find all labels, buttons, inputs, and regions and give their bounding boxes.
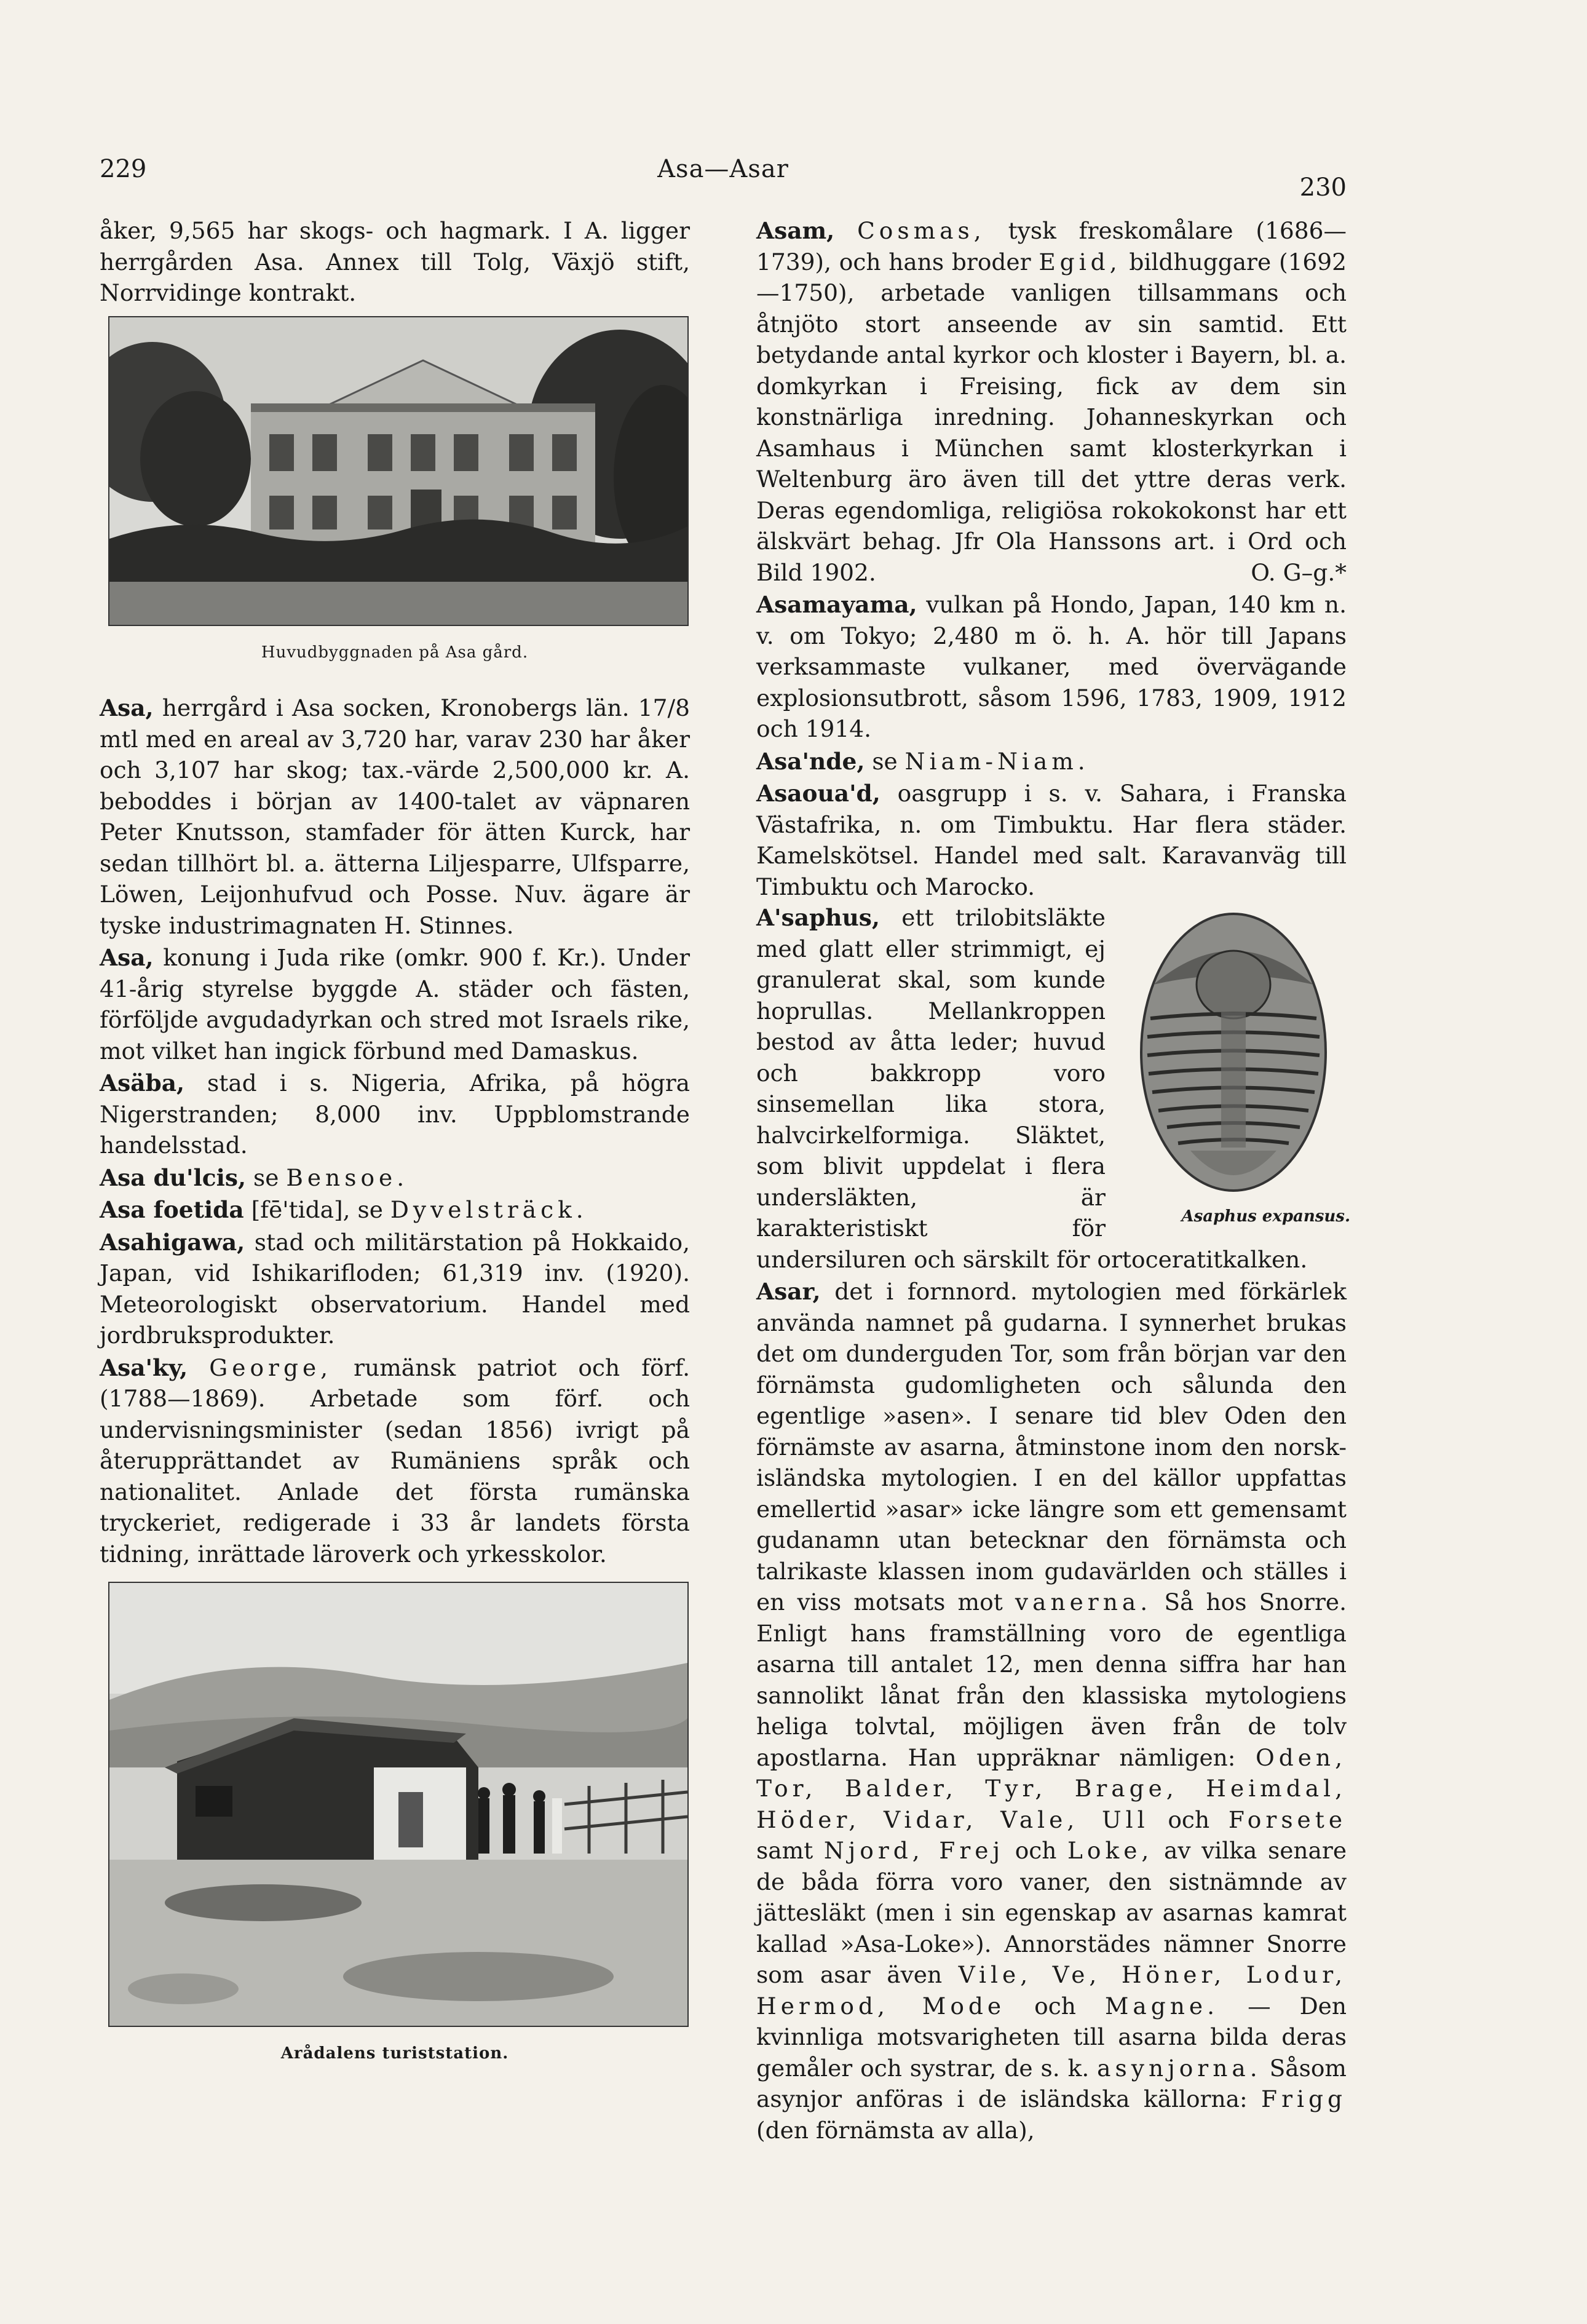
god-names: Frigg: [1261, 2085, 1347, 2112]
right-column: [756, 215, 1350, 2146]
page-number-right: 230: [1299, 173, 1347, 202]
god-names: Oden, Tor, Balder, Tyr, Brage, Heimdal, Höder, Vidar, Vale, Ull: [756, 1743, 1347, 1833]
figure-caption-station: Arådalens turiststation.: [280, 2044, 509, 2063]
entry-asam: Asam, Cosmas, tysk freskomålare (1686—1739), och hans broder Egid, bildhuggare (1692—1750), arbetade vanligen tillsammans och åtnjöto stort anseende av sin samtid. Ett betydande antal kyrkor och kloster i Bayern, bl. a. domkyrkan i Freising, fick av dem sin konstnärliga inredning. Johanneskyrkan och Asamhaus i München samt klosterkyrkan i Weltenburg äro även till det yttre deras verk. Deras egendomliga, religiösa rokokokonst har ett älskvärt behag. Jfr Ola Hanssons art. i Ord och Bild 1902. O. G–g.*: [756, 215, 1347, 588]
spaced-term: vanerna.: [1015, 1588, 1152, 1616]
entry-asaphus: A'saphus, ett trilobitsläkte med glatt eller strimmigt, ej granulerat skal, som kunde hoprullas. Mellankroppen bestod av åtta leder; huvud och bakkropp voro sinsemellan lika stora, halvcirkelformiga. Släktet, som blivit uppdelat i flera undersläkten, är karakteristiskt för undersiluren och särskilt för ortoceratitkalken.: [756, 904, 1308, 1273]
entry-term: Asa'ky,: [100, 1354, 188, 1381]
god-names: Njord, Frej: [823, 1837, 1005, 1864]
person-name: Egid,: [1039, 248, 1122, 276]
tourist-station-illustration: [109, 1583, 687, 2026]
paragraph-continuation: åker, 9,565 har skogs- och hagmark. I A. ligger herrgården Asa. Annex till Tolg, Växjö stift, Norrvidinge kontrakt.: [100, 217, 690, 306]
cross-reference: Niam-Niam.: [904, 747, 1090, 775]
entry-term: Asar,: [756, 1278, 821, 1305]
entry-term: A'saphus,: [756, 904, 880, 931]
entry-asa-herrgard: Asa, herrgård i Asa socken, Kronobergs län. 17/8 mtl med en areal av 3,720 har, varav 230 har åker och 3,107 har skog; tax.-värde 2,500,000 kr. A. beboddes i början av 1400-talet av väpnaren Peter Knutsson, stamfader för ätten Kurck, har sedan tillhört bl. a. ätterna Liljesparre, Ulfsparre, Löwen, Leijonhufvud och Posse. Nuv. ägare är tyske industrimagnaten H. Stinnes.: [100, 694, 691, 939]
god-names: Forsete: [1228, 1806, 1347, 1833]
author-signature: O. G–g.*: [1251, 558, 1347, 586]
figure-station: [100, 1582, 690, 2069]
entry-asamayama: Asamayama, vulkan på Hondo, Japan, 140 km n. v. om Tokyo; 2,480 m ö. h. A. hör till Japans verksammaste vulkaner, med övervägande explosionsutbrott, såsom 1596, 1783, 1909, 1912 och 1914.: [756, 591, 1347, 742]
figure-house: [100, 316, 690, 668]
entry-term: Asaoua'd,: [756, 780, 881, 807]
photo-tourist-station: [108, 1582, 689, 2027]
person-name: Cosmas,: [857, 217, 986, 244]
entry-term: Asa'nde,: [756, 747, 865, 775]
photo-manor-house: [108, 316, 689, 626]
figure-caption-trilobite: Asaphus expansus.: [1181, 1207, 1350, 1226]
running-title: Asa—Asar: [657, 155, 789, 183]
cross-reference: Bensoe.: [286, 1164, 409, 1191]
entry-asaky: Asa'ky, George, rumänsk patriot och förf. (1788—1869). Arbetade som förf. och undervisningsminister (sedan 1856) ivrigt på återupprättandet av Rumäniens språk och nationalitet. Anlade det första rumänska tryckeriet, redigerade i 33 år landets första tidning, inrättade läroverk och yrkesskolor.: [100, 1354, 691, 1568]
figure-caption-house: Huvudbyggnaden på Asa gård.: [261, 643, 529, 662]
entry-asaba: Asäba, stad i s. Nigeria, Afrika, på högra Nigerstranden; 8,000 inv. Uppblomstrande handelsstad.: [100, 1069, 691, 1159]
entry-term: Asa foetida: [100, 1196, 244, 1223]
entry-term: Asa,: [100, 694, 154, 721]
god-names: Magne.: [1104, 1992, 1219, 2020]
running-head: [100, 148, 1347, 202]
entry-asa-konung: Asa, konung i Juda rike (omkr. 900 f. Kr.). Under 41-årig styrelse byggde A. städer och fästen, förföljde avgudadyrkan och stred mot Israels rike, mot vilket han ingick förbund med Damaskus.: [100, 944, 690, 1065]
manor-house-illustration: [109, 317, 687, 625]
entry-asa-dulcis: Asa du'lcis, se Bensoe.: [100, 1164, 409, 1191]
page-number-left: 229: [100, 155, 147, 183]
trilobite-illustration: [1117, 911, 1350, 1206]
person-name: George,: [209, 1354, 333, 1381]
entry-term: Asahigawa,: [100, 1228, 245, 1256]
left-column: [100, 215, 690, 2069]
entry-term: Asamayama,: [756, 591, 917, 618]
spaced-term: asynjorna.: [1097, 2054, 1262, 2082]
entry-term: Asa du'lcis,: [100, 1164, 247, 1191]
entry-asar: Asar, det i fornnord. mytologien med förkärlek använda namnet på gudarna. I synnerhet brukas det om dunderguden Tor, som från början var den förnämsta gudomligheten och sålunda den egentlige »asen». I senare tid blev Oden den förnämste av asarna, åtminstone inom den norsk-isländska mytologien. I en del källor uppfattas emellertid »asar» icke längre som ett gemensamt gudanamn utan betecknar den förnämsta och talrikaste klassen inom gudavärlden och ställes i en viss motsats mot vanerna. Så hos Snorre. Enligt hans framställning voro de egentliga asarna till antalet 12, men denna siffra har han sannolikt lånat från den klassiska mytologiens heliga tolvtal, möjligen även från de tolv apostlarna. Han uppräknar nämligen: Oden, Tor, Balder, Tyr, Brage, Heimdal, Höder, Vidar, Vale, Ull och Forsete samt Njord, Frej och Loke, av vilka senare de båda förra voro vaner, den sistnämnde av jättesläkt (men i sin egenskap av asarnas kamrat kallad »Asa-Loke»). Annorstädes nämner Snorre som asar även Vile, Ve, Höner, Lodur, Hermod, Mode och Magne. — Den kvinnliga motsvarigheten till asarna bilda deras gemåler och systrar, de s. k. asynjorna. Såsom asynjor anföras i de isländska källorna: Frigg (den förnämsta av alla),: [756, 1278, 1347, 2144]
figure-trilobite: [1117, 911, 1350, 1231]
god-names: Loke,: [1067, 1837, 1154, 1864]
entry-asa-foetida: Asa foetida [fē'tida], se Dyvelsträck.: [100, 1196, 588, 1223]
entry-asande: Asa'nde, se Niam-Niam.: [756, 747, 1090, 775]
entry-asahigawa: Asahigawa, stad och militärstation på Hokkaido, Japan, vid Ishikarifloden; 61,319 inv. (1920). Meteorologiskt observatorium. Handel med jordbruksprodukter.: [100, 1228, 690, 1349]
entry-asaouad: Asaoua'd, oasgrupp i s. v. Sahara, i Franska Västafrika, n. om Timbuktu. Har flera städer. Kamelskötsel. Handel med salt. Karavanväg till Timbuktu och Marocko.: [756, 780, 1347, 900]
entry-term: Asäba,: [100, 1069, 185, 1097]
entry-term: Asam,: [756, 217, 835, 244]
god-names: Vile, Ve, Höner, Lodur, Hermod, Mode: [756, 1961, 1347, 2020]
entry-term: Asa,: [100, 944, 154, 971]
cross-reference: Dyvelsträck.: [390, 1196, 588, 1223]
